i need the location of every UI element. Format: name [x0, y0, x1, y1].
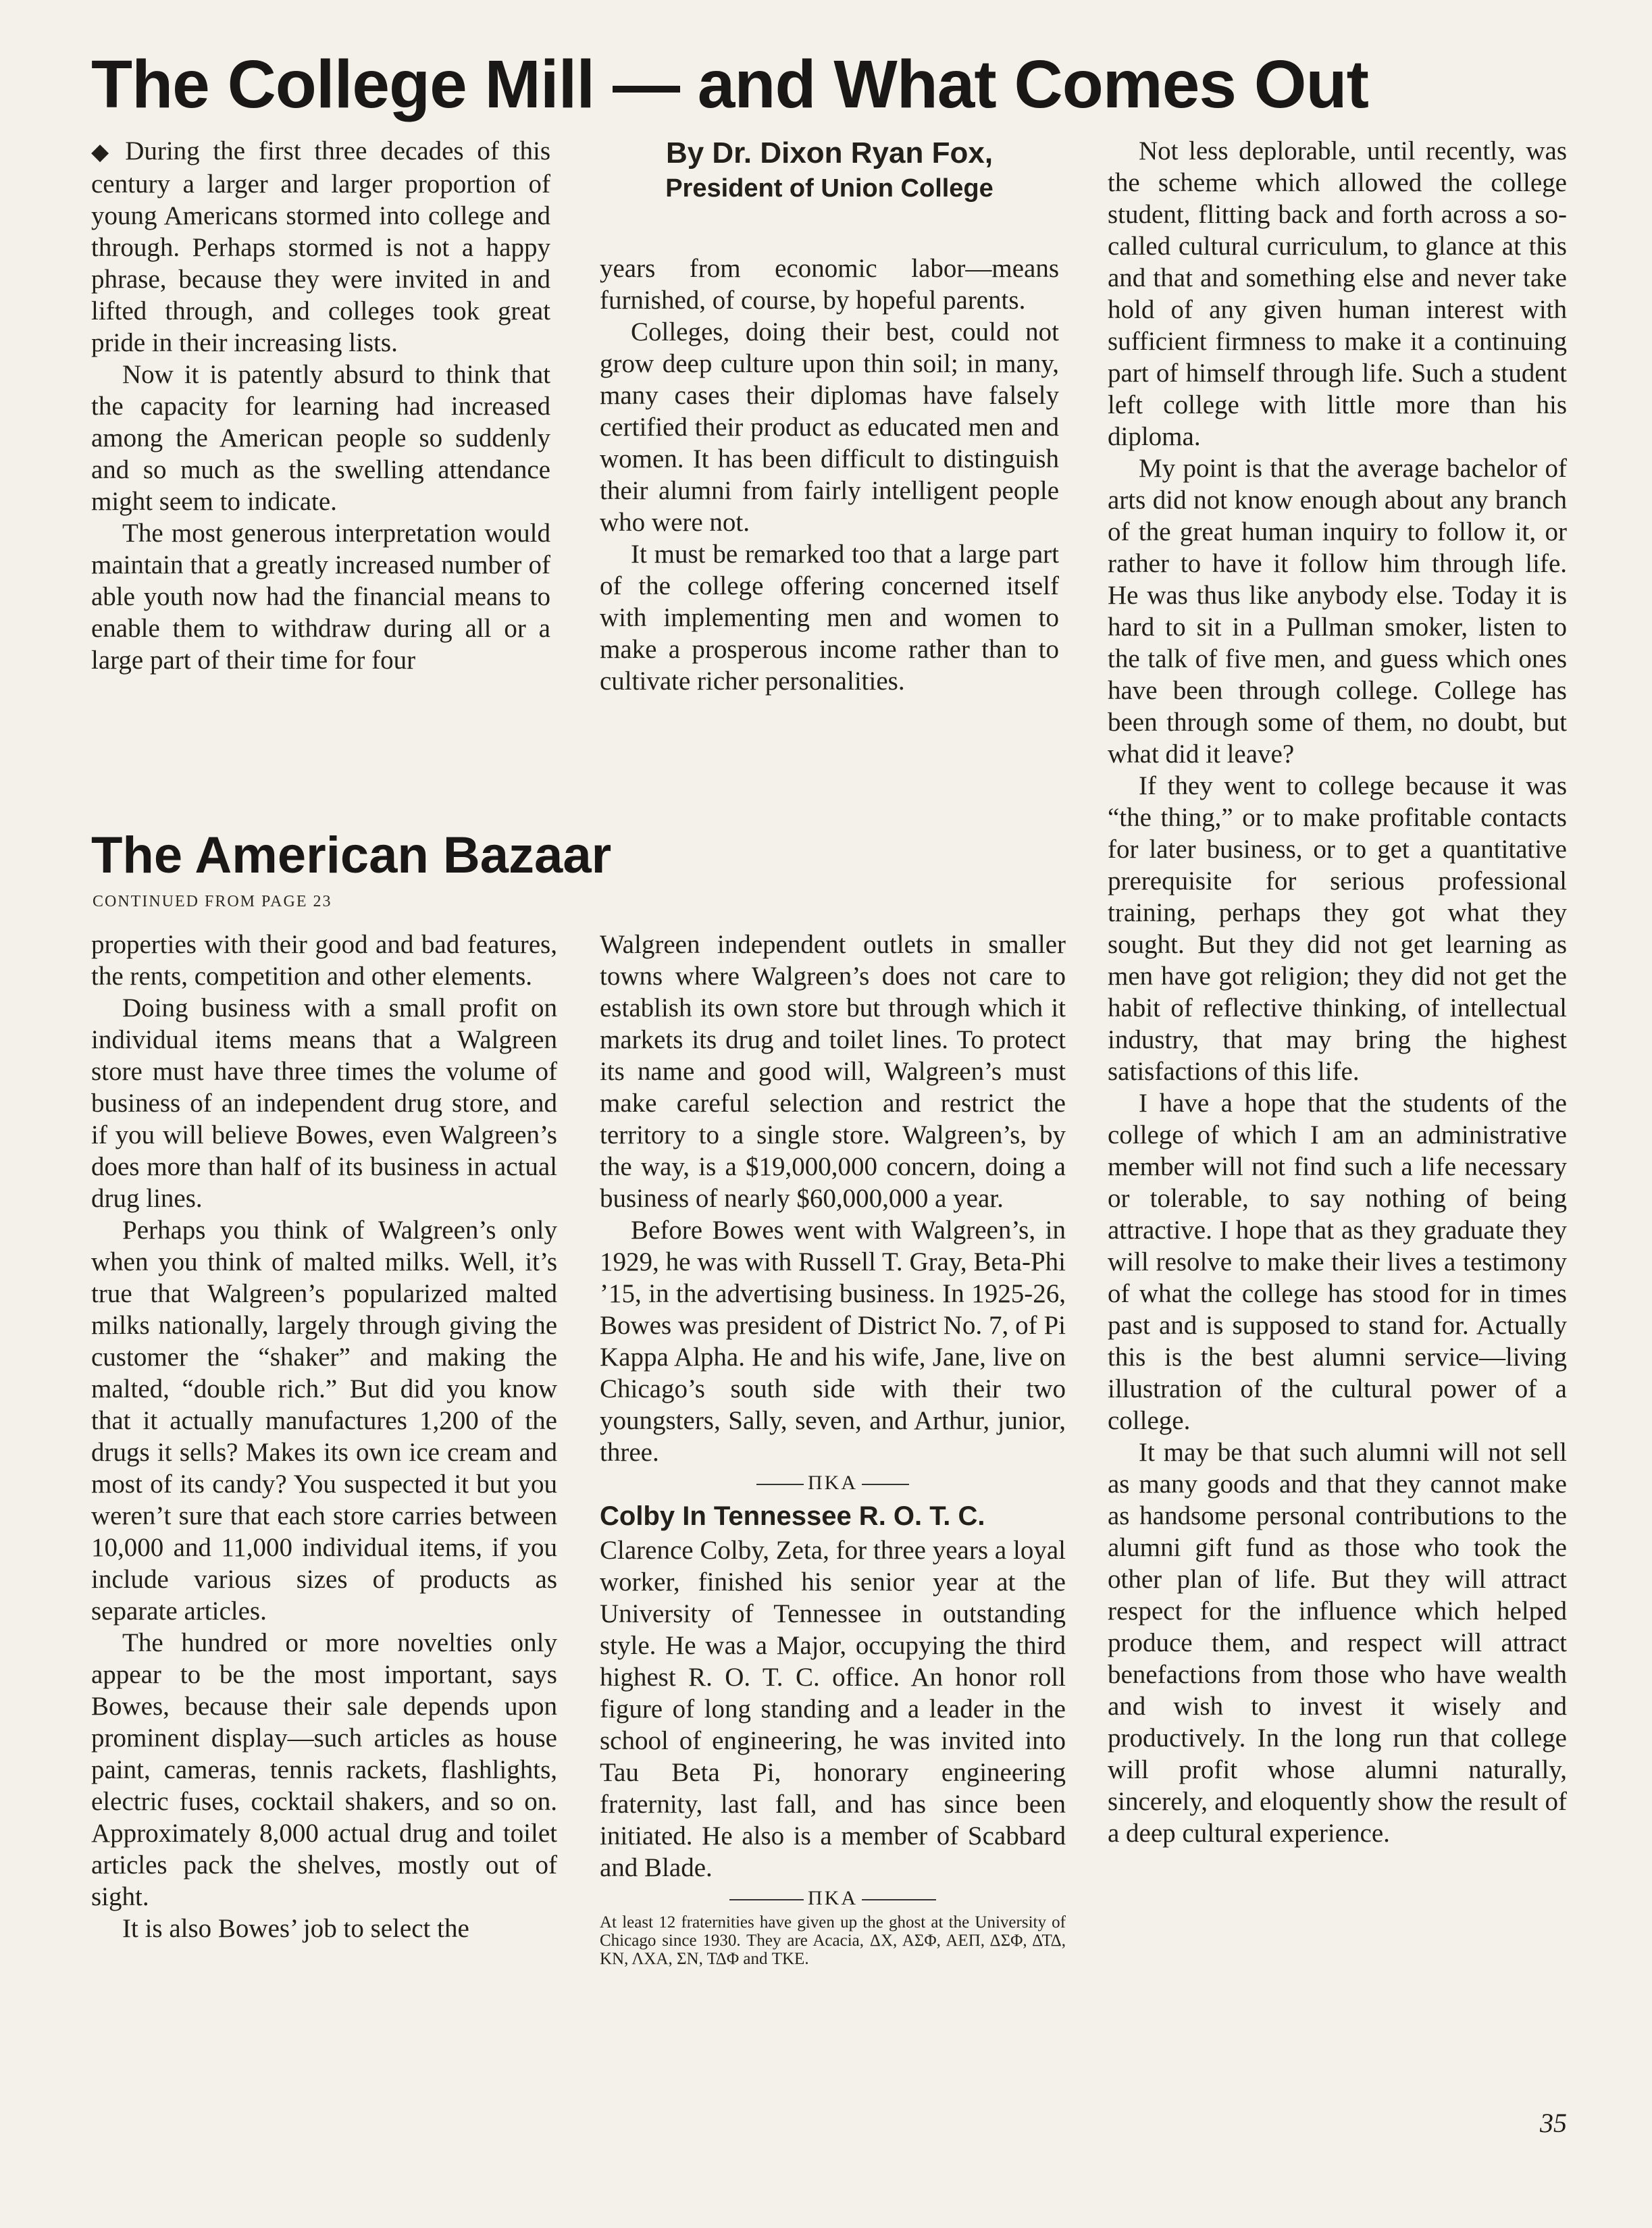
fraternity-note: At least 12 fraternities have given up the ghost at the University of Chicago since 1930. They are Acacia, ΔΧ, ΑΣΦ, ΑΕΠ, ΔΣΦ, ΔΤΔ, ΚΝ, ΛΧΑ, ΣΝ, ΤΔΦ and ΤΚΕ.: [600, 1913, 1066, 1968]
bazaar-paragraph-3: Perhaps you think of Walgreen’s only when you think of malted milks. Well, it’s true that Walgreen’s popularized malted milks nationally, largely through giving the customer the “shaker” and making the malted, “double rich.” But did you know that it actually manufactures 1,200 of the drugs it sells? Makes its own ice cream and most of its candy? You suspected it but you weren’t sure that each store carries between 10,000 and 11,000 individual items, if you include various sizes of products as separate articles.: [91, 1216, 557, 1626]
divider-label: ΠΚΑ: [808, 1472, 858, 1494]
colby-headline: Colby In Tennessee R. O. T. C.: [600, 1501, 985, 1531]
bazaar-paragraph-1: properties with their good and bad features, the rents, competition and other elements.: [91, 930, 557, 991]
continued-from-label: CONTINUED FROM PAGE 23: [93, 893, 332, 910]
mill-paragraph-4: years from economic labor—means furnished, of course, by hopeful parents.: [600, 254, 1059, 315]
divider-label: ΠΚΑ: [808, 1887, 858, 1909]
byline-title: President of Union College: [665, 174, 993, 203]
mill-paragraph-10: I have a hope that the students of the college of which I am an administrative member will not find such a life necessary or tolerable, to say nothing of being attractive. I hope that as they graduate they will resolve to make their lives a testimony of what the college has stood for in times past and is supposed to stand for. Actually this is the best alumni service—living illustration of the cultural power of a college.: [1108, 1089, 1567, 1435]
bazaar-paragraph-2: Doing business with a small profit on individual items means that a Walgreen store must have three times the volume of business of an independent drug store, and if you will believe Bowes, even Walgreen’s does more than half of its business in actual drug lines.: [91, 993, 557, 1213]
mill-column-2: [600, 135, 1059, 697]
bazaar-headline: The American Bazaar: [91, 827, 612, 884]
mill-paragraph-6: It must be remarked too that a large part of the college offering concerned itself with implementing men and women to make a prosperous income rather than to cultivate richer personalities.: [600, 540, 1059, 696]
bazaar-paragraph-7: Before Bowes went with Walgreen’s, in 1929, he was with Russell T. Gray, Beta-Phi ’15, in the advertising business. In 1925-26, Bowes was president of District No. 7, of Pi Kappa Alpha. He and his wife, Jane, live on Chicago’s south side with their two youngsters, Sally, seven, and Arthur, junior, three.: [600, 1216, 1066, 1467]
bazaar-paragraph-4: The hundred or more novelties only appear to be the most important, says Bowes, because their sale depends upon prominent display—such articles as house paint, cameras, tennis rackets, flashlights, electric fuses, cocktail shakers, and so on. Approximately 8,000 actual drug and toilet articles pack the shelves, mostly out of sight.: [91, 1628, 557, 1911]
mill-paragraph-3: The most generous interpretation would maintain that a greatly increased number of able youth now had the financial means to enable them to withdraw during all or a large part of their time for four: [91, 519, 550, 675]
mill-column-1: [91, 135, 550, 676]
mill-paragraph-8: My point is that the average bachelor of arts did not know enough about any branch of the great human inquiry to follow it, or rather to have it follow him through life. He was thus like anybody else. Today it is hard to sit in a Pullman smoker, listen to the talk of five men, and guess which ones have been through college. College has been through some of them, no doubt, but what did it leave?: [1108, 454, 1567, 769]
byline: [600, 135, 1059, 205]
mill-paragraph-11: It may be that such alumni will not sell as many goods and that they cannot make as handsome personal contributions to the alumni gift fund as those who took the other plan of life. But they will attract respect for the influence which helped produce them, and respect will attract benefactions from those who have wealth and wish to invest it wisely and productively. In the long run that college will profit whose alumni naturally, sincerely, and eloquently show the result of a deep cultural experience.: [1108, 1438, 1567, 1848]
mill-paragraph-9: If they went to college because it was “the thing,” or to make profitable contacts for later business, or to get a quantitative prerequisite for serious professional training, perhaps they got what they sought. But they did not get learning as men have got religion; they did not get the habit of reflective thinking, of intellectual industry, that may bring the highest satisfactions of this life.: [1108, 771, 1567, 1086]
diamond-bullet-icon: ◆: [91, 140, 116, 165]
bazaar-column-1: [91, 929, 557, 1944]
byline-author: By Dr. Dixon Ryan Fox,: [665, 136, 993, 170]
bazaar-column-2: [600, 929, 1066, 1968]
colby-paragraph: Clarence Colby, Zeta, for three years a loyal worker, finished his senior year at the University of Tennessee in outstanding style. He was a Major, occupying the third highest R. O. T. C. office. An honor roll figure of long standing and a leader in the school of engineering, he was invited into Tau Beta Pi, honorary engineering fraternity, last fall, and has since been initiated. He also is a member of Scabbard and Blade.: [600, 1536, 1066, 1882]
bazaar-paragraph-6: Walgreen independent outlets in smaller towns where Walgreen’s does not care to establish its own store but through which it markets its drug and toilet lines. To protect its name and good will, Walgreen’s must make careful selection and restrict the territory to a single store. Walgreen’s, by the way, is a $19,000,000 concern, doing a business of nearly $60,000,000 a year.: [600, 930, 1066, 1213]
page-number: 35: [1540, 2108, 1567, 2138]
bazaar-paragraph-5: It is also Bowes’ job to select the: [122, 1914, 469, 1943]
mill-paragraph-1: ◆ During the first three decades of this century a larger and larger proportion of young Americans stormed into college and through. Perhaps stormed is not a happy phrase, because they were invited in and lifted through, and colleges took great pride in their increasing lists.: [91, 136, 550, 357]
mill-paragraph-5: Colleges, doing their best, could not grow deep culture upon thin soil; in many, many cases their diplomas have falsely certified their product as educated men and women. It has been difficult to distinguish their alumni from fairly intelligent people who were not.: [600, 317, 1059, 537]
mill-column-3: [1108, 135, 1567, 1849]
section-divider-2: [600, 1884, 1066, 1913]
mill-paragraph-7: Not less deplorable, until recently, was the scheme which allowed the college student, flitting back and forth across a so-called cultural curriculum, to glance at this and that and something else and never take hold of any given human interest with sufficient firmness to make it a continuing part of himself through life. Such a student left college with little more than his diploma.: [1108, 136, 1567, 451]
section-divider-1: [600, 1468, 1066, 1498]
article-headline: The College Mill — and What Comes Out: [91, 47, 1368, 122]
mill-paragraph-2: Now it is patently absurd to think that the capacity for learning had increased among the American people so suddenly and so much as the swelling attendance might seem to indicate.: [91, 360, 550, 516]
